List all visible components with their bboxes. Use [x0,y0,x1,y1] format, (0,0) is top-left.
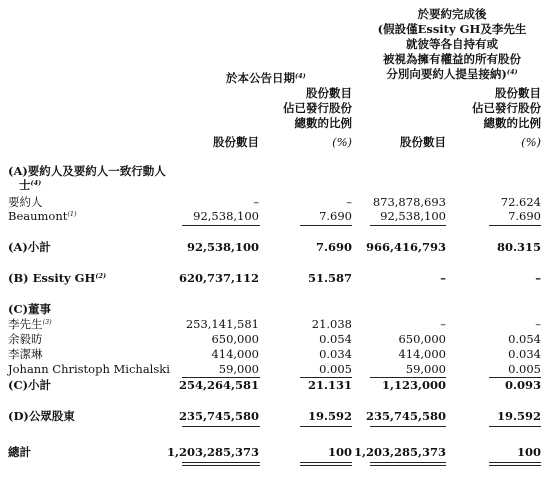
cell-shares-2: 966,416,793 [365,240,446,254]
pct-header-2-line-1: 股份數目 [495,86,541,100]
double-rule [370,462,446,466]
shares-header-2: 股份數目 [400,135,446,149]
cell-shares-1: – [253,195,259,209]
after-completion-line-4: 被視為擁有權益的所有股份 [383,52,521,66]
cell-pct-1: 0.034 [319,347,352,361]
row-label: 余毅昉 [8,332,43,346]
shares-header-1: 股份數目 [213,135,259,149]
cell-shares-2: 59,000 [405,362,446,376]
cell-pct-1: 7.690 [319,209,352,223]
rule [300,426,352,427]
cell-shares-1: 620,737,112 [178,271,259,285]
double-rule [489,462,541,466]
section-d-title: (D)公眾股東 [8,409,75,423]
pct-header-2-line-2: 佔已發行股份 [472,101,541,115]
cell-shares-1: 1,203,285,373 [166,445,259,459]
rule [489,225,541,226]
after-completion-line-5: 分別向要約人提呈接納)$^{(4)}$ [386,67,518,81]
cell-shares-2: – [440,271,446,285]
cell-shares-1: 414,000 [211,347,259,361]
section-b-title: (B) Essity GH$^{(2)}$ [8,271,107,285]
cell-pct-2: 0.093 [504,378,541,392]
cell-pct-2: 7.690 [508,209,541,223]
cell-shares-1: 59,000 [218,362,259,376]
pct-header-2-unit: (%) [521,135,541,149]
double-rule [300,462,352,466]
rule [489,426,541,427]
cell-pct-2: – [535,317,541,331]
cell-shares-2: 92,538,100 [380,209,446,223]
pct-header-1-line-1: 股份數目 [306,86,352,100]
cell-pct-2: 19.592 [496,409,541,423]
cell-pct-2: 72.624 [500,195,541,209]
cell-shares-2: 1,203,285,373 [353,445,446,459]
section-a-title-cont: 士$^{(4)}$ [19,178,42,192]
cell-pct-2: 0.005 [508,362,541,376]
row-label: 要約人 [8,195,43,209]
rule [300,225,352,226]
total-title: 總計 [8,445,31,459]
cell-pct-1: 7.690 [315,240,352,254]
row-label: 李先生$^{(3)}$ [8,317,52,331]
cell-shares-2: 873,878,693 [372,195,446,209]
cell-shares-1: 235,745,580 [178,409,259,423]
cell-pct-1: 21.038 [311,317,352,331]
after-completion-line-3: 就彼等各自持有或 [406,37,498,51]
cell-shares-1: 254,264,581 [178,378,259,392]
cell-pct-1: 0.054 [319,332,352,346]
pct-header-1-line-3: 總數的比例 [294,116,352,130]
row-label: Johann Christoph Michalski [8,362,170,376]
row-label: (C)小計 [8,378,52,392]
cell-shares-2: 235,745,580 [365,409,446,423]
section-c-title: (C)董事 [8,302,52,316]
cell-pct-1: 51.587 [307,271,352,285]
rule [370,426,446,427]
cell-shares-1: 92,538,100 [193,209,259,223]
cell-shares-2: 650,000 [398,332,446,346]
cell-pct-2: 0.034 [508,347,541,361]
rule [370,225,446,226]
rule [182,225,260,226]
double-rule [182,462,260,466]
pct-header-1-line-2: 佔已發行股份 [283,101,352,115]
cell-pct-2: 80.315 [496,240,541,254]
rule [182,426,260,427]
cell-pct-2: – [535,271,541,285]
cell-pct-1: 0.005 [319,362,352,376]
cell-pct-1: – [346,195,352,209]
cell-pct-2: 0.054 [508,332,541,346]
cell-pct-1: 21.131 [307,378,352,392]
cell-pct-1: 19.592 [307,409,352,423]
row-label: (A)小計 [8,240,51,254]
row-label: 李潔琳 [8,347,43,361]
pct-header-1-unit: (%) [332,135,352,149]
cell-pct-2: 100 [516,445,541,459]
cell-shares-2: 1,123,000 [381,378,446,392]
cell-shares-2: 414,000 [398,347,446,361]
after-completion-line-1: 於要約完成後 [417,7,487,21]
announcement-date-heading: 於本公告日期$^{(4)}$ [226,71,306,85]
row-label: Beaumont$^{(1)}$ [8,209,77,223]
after-completion-line-2: (假設僅Essity GH及李先生 [377,22,527,36]
section-a-title: (A)要約人及要約人一致行動人 [8,164,166,178]
cell-shares-1: 92,538,100 [186,240,259,254]
cell-pct-1: 100 [327,445,352,459]
cell-shares-1: 253,141,581 [185,317,259,331]
cell-shares-1: 650,000 [211,332,259,346]
cell-shares-2: – [440,317,446,331]
pct-header-2-line-3: 總數的比例 [483,116,541,130]
